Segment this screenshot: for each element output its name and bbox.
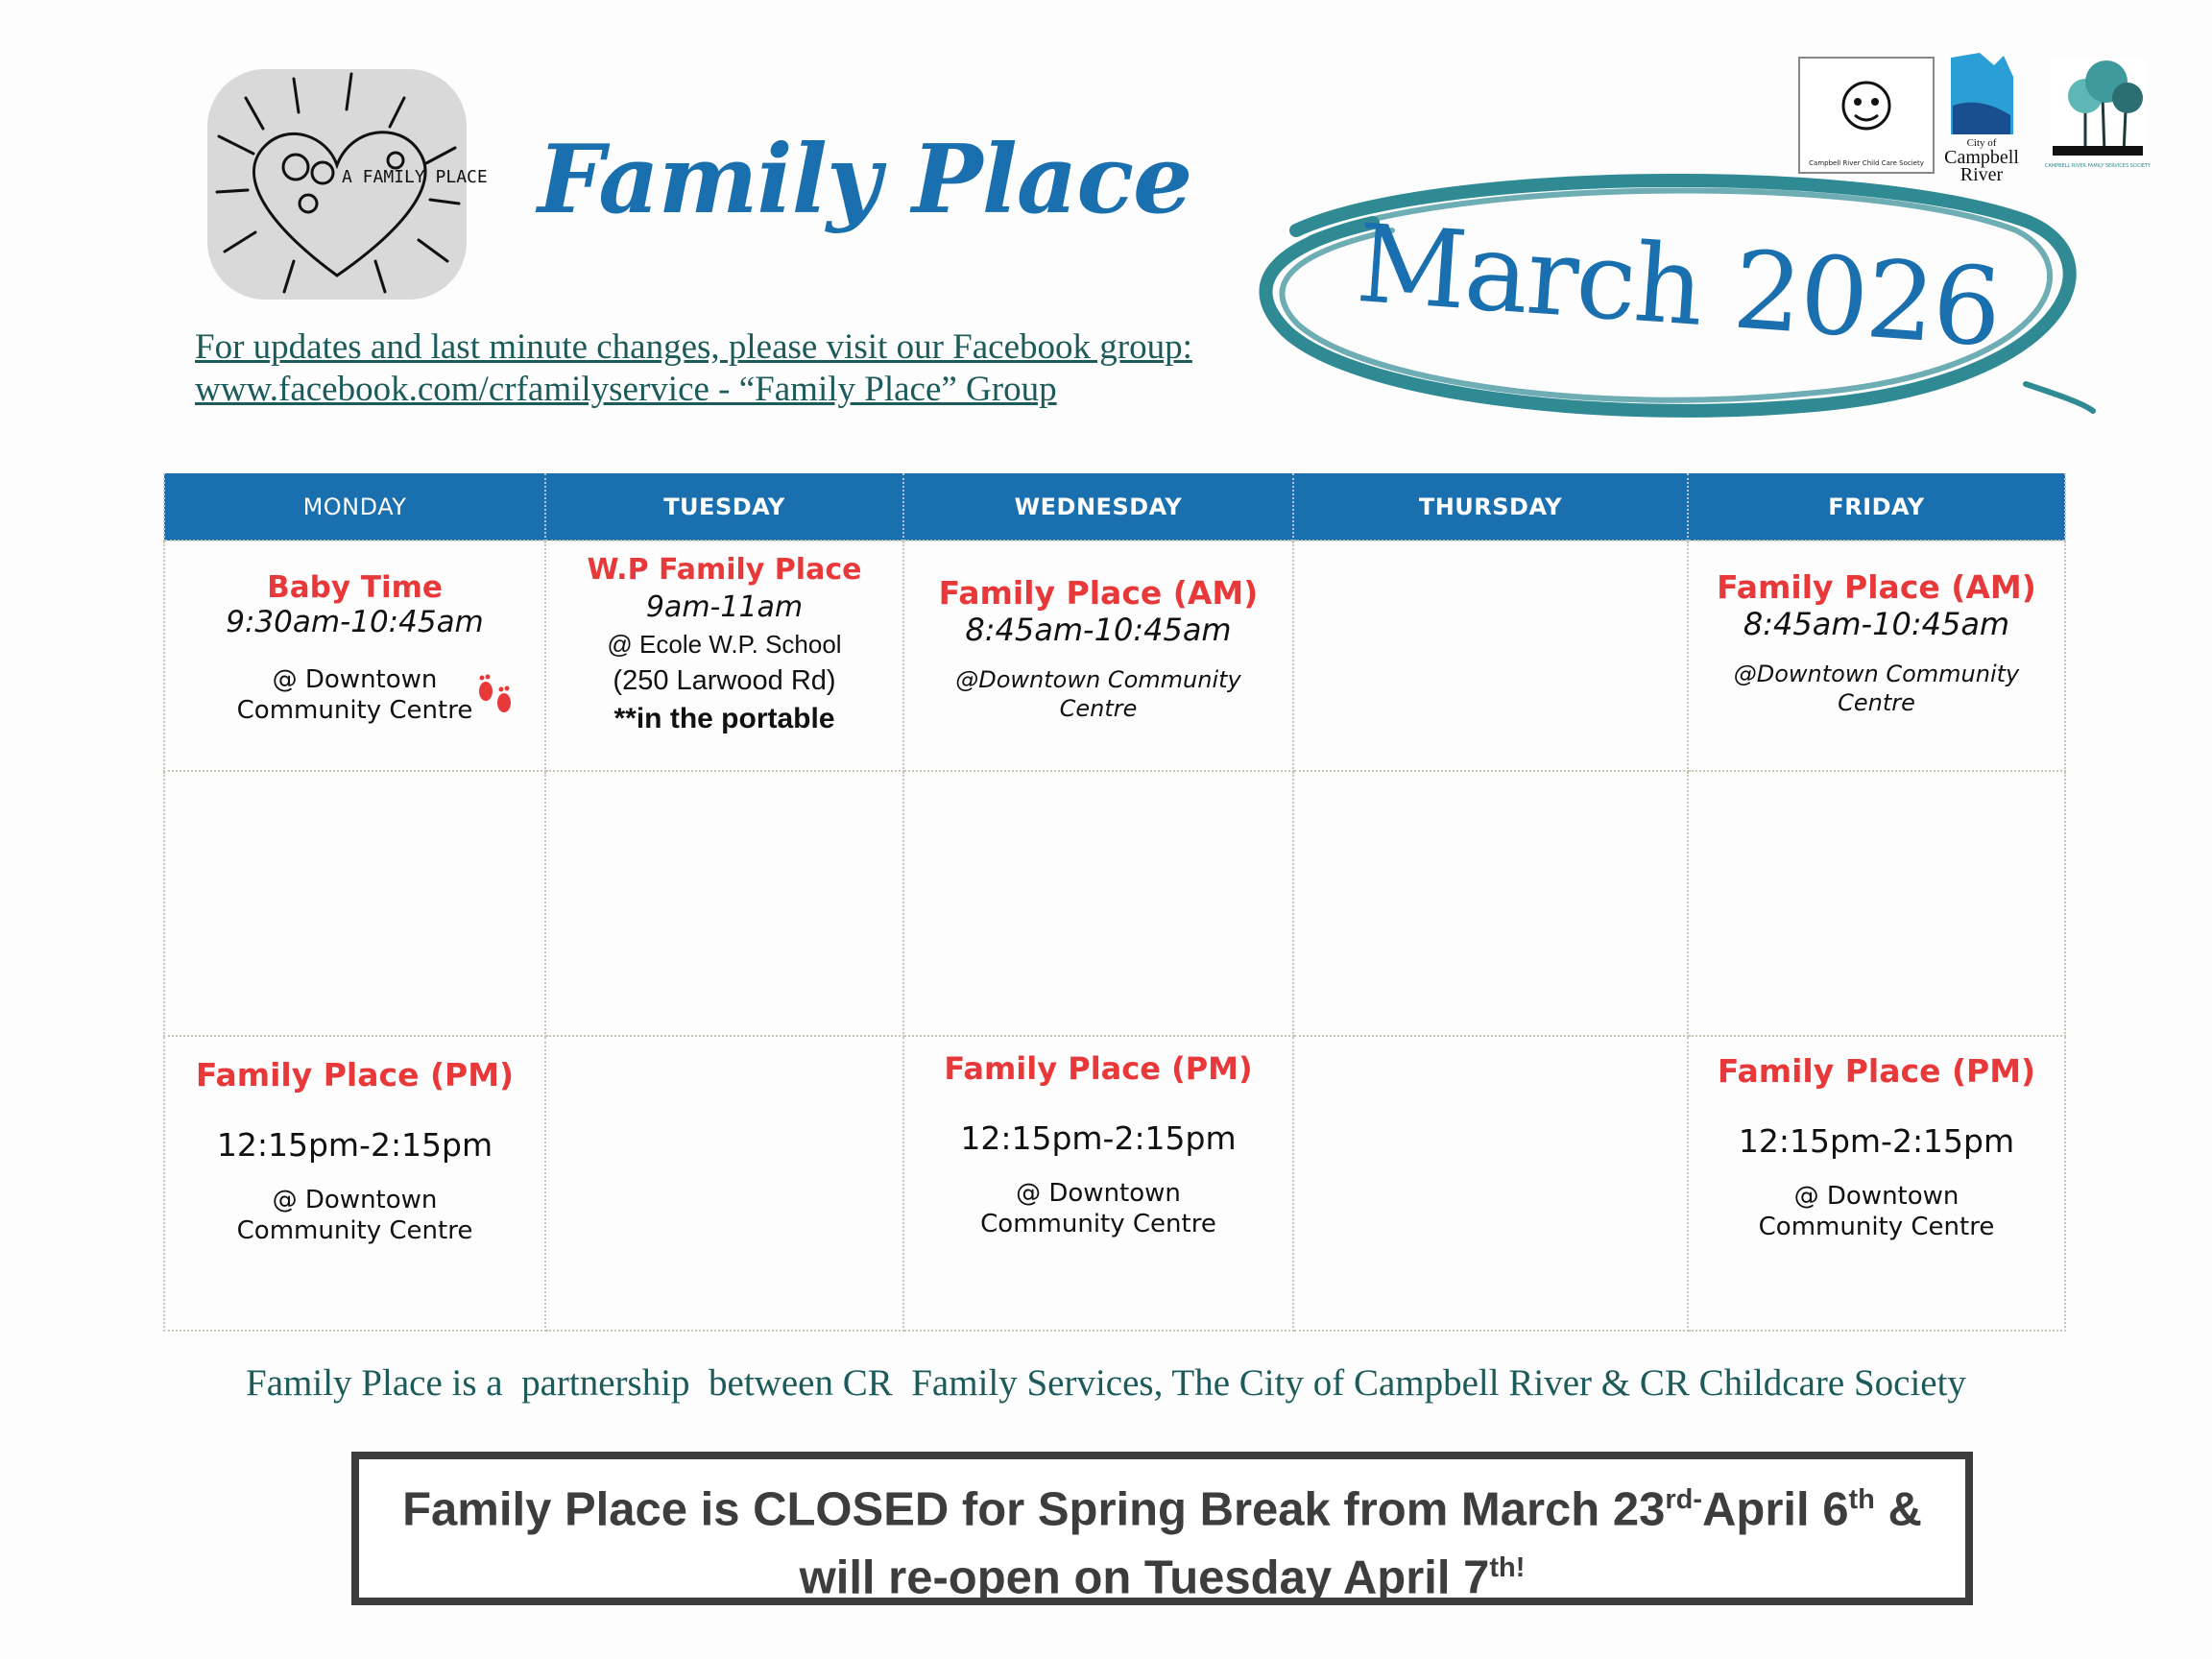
notice-text-1: Family Place is CLOSED for Spring Break from March 23 bbox=[402, 1483, 1666, 1536]
event-location-1: @Downtown Community bbox=[1733, 661, 2020, 687]
event-title: Family Place (PM) bbox=[195, 1056, 515, 1094]
cell-fri-am bbox=[1688, 541, 2065, 771]
event-title: W.P Family Place bbox=[587, 553, 862, 587]
cell-tue-mid bbox=[545, 771, 903, 1036]
event-time: 8:45am-10:45am bbox=[965, 612, 1232, 648]
city-logo-name1: Campbell bbox=[1944, 147, 2019, 168]
partner-logos bbox=[1797, 38, 2162, 202]
cell-thu-am bbox=[1293, 541, 1688, 771]
page-title: Family Place bbox=[538, 125, 1192, 235]
cell-wed-mid bbox=[903, 771, 1293, 1036]
event-location-1: @ Downtown bbox=[1793, 1182, 1960, 1211]
event-location-2: Centre bbox=[1059, 695, 1138, 722]
notice-line-1 bbox=[359, 1471, 1965, 1539]
closure-notice bbox=[351, 1452, 1973, 1605]
partnership-footer: Family Place is a partnership between CR Family Services, The City of Campbell River & CR Childcare Society bbox=[246, 1362, 1966, 1404]
event-note: **in the portable bbox=[613, 703, 835, 734]
cell-tue-am bbox=[545, 541, 903, 771]
notice-line-2 bbox=[359, 1539, 1965, 1607]
day-header-thursday: THURSDAY bbox=[1293, 473, 1688, 541]
event-location-2: Community Centre bbox=[236, 696, 473, 725]
event-location-1: @ Ecole W.P. School bbox=[607, 630, 842, 659]
city-logo-name2: River bbox=[1960, 164, 2004, 185]
city-campbell-river-logo bbox=[1944, 53, 2019, 185]
family-services-society-logo bbox=[2045, 58, 2152, 169]
event-time: 12:15pm-2:15pm bbox=[960, 1119, 1237, 1157]
day-header-tuesday: TUESDAY bbox=[545, 473, 903, 541]
logo-text: A FAMILY PLACE bbox=[342, 167, 488, 187]
cell-mon-mid bbox=[164, 771, 545, 1036]
event-location-2: Community Centre bbox=[236, 1216, 473, 1245]
day-header-friday: FRIDAY bbox=[1688, 473, 2065, 541]
cell-fri-mid bbox=[1688, 771, 2065, 1036]
schedule-row-empty bbox=[164, 771, 2065, 1036]
weekly-schedule-table bbox=[163, 473, 2066, 1332]
notice-sup-1: rd- bbox=[1665, 1484, 1703, 1515]
cell-mon-pm bbox=[164, 1036, 545, 1331]
cell-thu-mid bbox=[1293, 771, 1688, 1036]
event-title: Family Place (PM) bbox=[944, 1050, 1253, 1087]
schedule-row-pm bbox=[164, 1036, 2065, 1331]
month-label: March 2026 bbox=[1352, 202, 2004, 372]
day-header-row bbox=[164, 473, 2065, 541]
event-location-1: @Downtown Community bbox=[955, 666, 1241, 693]
event-time: 12:15pm-2:15pm bbox=[216, 1126, 493, 1164]
notice-sup-3: th! bbox=[1489, 1552, 1526, 1584]
cell-thu-pm bbox=[1293, 1036, 1688, 1331]
event-location-1: @ Downtown bbox=[272, 1186, 438, 1214]
event-time: 8:45am-10:45am bbox=[1743, 606, 2010, 642]
facebook-info[interactable] bbox=[195, 326, 1192, 411]
event-location-2: Centre bbox=[1838, 689, 1915, 716]
childcare-logo-text: Campbell River Child Care Society bbox=[1809, 159, 1924, 167]
event-title: Family Place (AM) bbox=[938, 574, 1259, 612]
event-title: Family Place (PM) bbox=[1717, 1052, 2036, 1090]
event-title: Baby Time bbox=[267, 570, 443, 605]
notice-text-2: April 6 bbox=[1702, 1483, 1849, 1536]
notice-text-4: will re-open on Tuesday April 7 bbox=[799, 1551, 1490, 1604]
childcare-society-logo bbox=[1799, 58, 1934, 173]
family-place-logo bbox=[207, 69, 488, 300]
cell-mon-am bbox=[164, 541, 545, 771]
info-line-2[interactable]: www.facebook.com/crfamilyservice - “Family Place” Group bbox=[195, 370, 1057, 409]
cell-fri-pm bbox=[1688, 1036, 2065, 1331]
crfss-logo-text: CAMPBELL RIVER FAMILY SERVICES SOCIETY bbox=[2044, 163, 2152, 169]
event-location-2: Community Centre bbox=[1758, 1213, 1995, 1241]
event-time: 12:15pm-2:15pm bbox=[1738, 1122, 2015, 1160]
event-location-1: @ Downtown bbox=[272, 665, 438, 694]
day-header-monday: MONDAY bbox=[164, 473, 545, 541]
cell-wed-pm bbox=[903, 1036, 1293, 1331]
event-location-1: @ Downtown bbox=[1016, 1179, 1181, 1208]
baby-feet-icon bbox=[474, 674, 517, 720]
event-location-2: (250 Larwood Rd) bbox=[613, 665, 836, 696]
cell-wed-am bbox=[903, 541, 1293, 771]
day-header-wednesday: WEDNESDAY bbox=[903, 473, 1293, 541]
event-time: 9:30am-10:45am bbox=[226, 605, 484, 639]
event-location-2: Community Centre bbox=[980, 1210, 1216, 1238]
info-line-1: For updates and last minute changes, please visit our Facebook group: bbox=[195, 327, 1192, 367]
notice-sup-2: th bbox=[1848, 1484, 1875, 1515]
city-logo-small: City of bbox=[1966, 137, 1997, 149]
notice-text-3: & bbox=[1874, 1483, 1922, 1536]
event-time: 9am-11am bbox=[645, 590, 804, 624]
event-title: Family Place (AM) bbox=[1717, 568, 2036, 606]
schedule-row-am bbox=[164, 541, 2065, 771]
cell-tue-pm bbox=[545, 1036, 903, 1331]
